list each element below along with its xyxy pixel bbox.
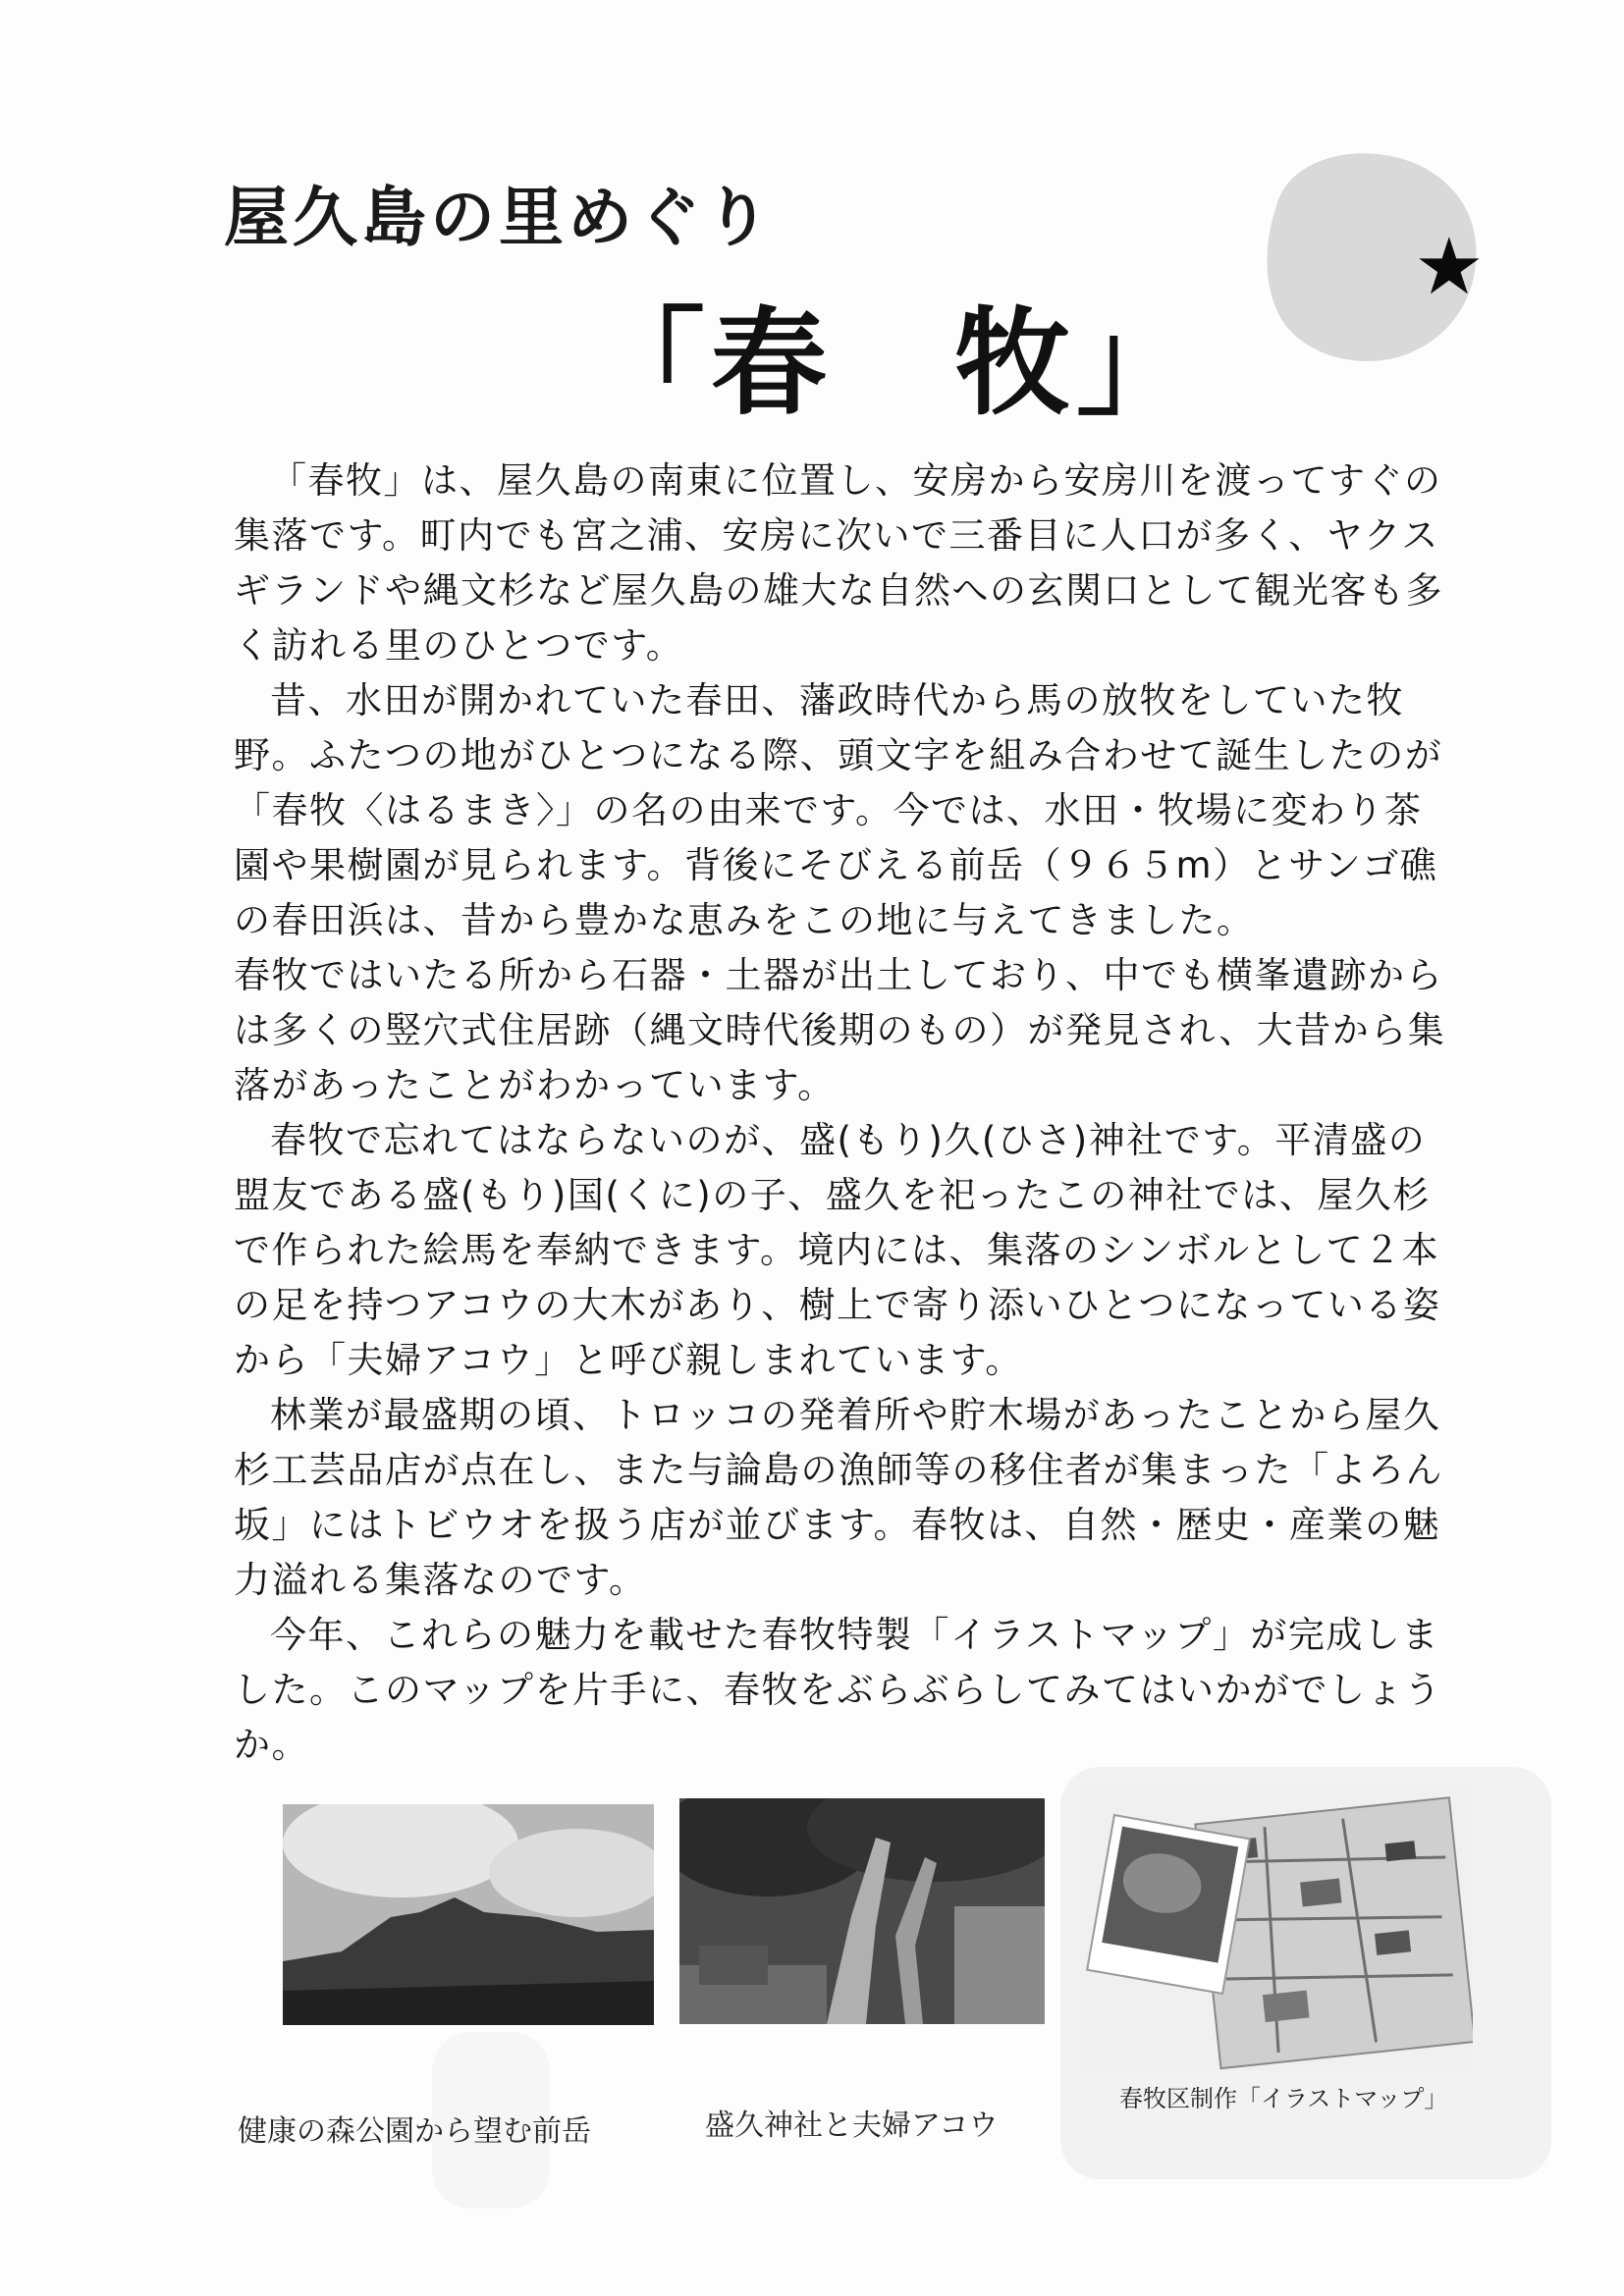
paragraph: 春牧ではいたる所から石器・土器が出土しており、中でも横峯遺跡からは多くの竪穴式住居跡（縄文時代後期のもの）が発見され、大昔から集落があったことがわかっています。 bbox=[234, 954, 1446, 1106]
page-title: 「春 牧」 bbox=[589, 295, 1199, 431]
paragraph: 春牧で忘れてはならないのが、盛(もり)久(ひさ)神社です。平清盛の盟友である盛(もり)国(くに)の子、盛久を祀ったこの神社では、屋久杉で作られた絵馬を奉納できます。境内には、集落のシンボルとして２本の足を持つアコウの大木があり、樹上で寄り添いひとつになっている姿から「夫婦アコウ」と呼び親しまれています。 bbox=[234, 1119, 1441, 1381]
illustrated-map-photo bbox=[1080, 1787, 1473, 2071]
paragraph: 林業が最盛期の頃、トロッコの発着所や貯木場があったことから屋久杉工芸品店が点在し、また与論島の漁師等の移住者が集まった「よろん坂」にはトビウオを扱う店が並びます。春牧は、自然・歴史・産業の魅力溢れる集落なのです。 bbox=[234, 1394, 1443, 1601]
paragraph: 「春牧」は、屋久島の南東に位置し、安房から安房川を渡ってすぐの集落です。町内でも宮之浦、安房に次いで三番目に人口が多く、ヤクスギランドや縄文杉など屋久島の雄大な自然への玄関口として観光客も多く訪れる里のひとつです。 bbox=[234, 459, 1443, 667]
paragraph: 今年、これらの魅力を載せた春牧特製「イラストマップ」が完成しました。このマップを片手に、春牧をぶらぶらしてみてはいかがでしょうか。 bbox=[234, 1614, 1442, 1766]
shrine-akou-tree-photo bbox=[679, 1798, 1045, 2024]
star-icon: ★ bbox=[1414, 221, 1485, 312]
photo-caption: 健康の森公園から望む前岳 bbox=[238, 2114, 591, 2149]
page-subtitle: 屋久島の里めぐり bbox=[224, 180, 774, 255]
photo-caption: 盛久神社と夫婦アコウ bbox=[705, 2109, 999, 2143]
article-body bbox=[234, 454, 1451, 1773]
paragraph: 昔、水田が開かれていた春田、藩政時代から馬の放牧をしていた牧野。ふたつの地がひとつになる際、頭文字を組み合わせて誕生したのが「春牧〈はるまき〉」の名の由来です。今では、水田・牧場に変わり茶園や果樹園が見られます。背後にそびえる前岳（９６５m）とサンゴ礁の春田浜は、昔から豊かな恵みをこの地に与えてきました。 bbox=[234, 679, 1443, 941]
photo-caption: 春牧区制作「イラストマップ」 bbox=[1119, 2085, 1448, 2112]
maedake-mountain-photo bbox=[283, 1804, 654, 2025]
